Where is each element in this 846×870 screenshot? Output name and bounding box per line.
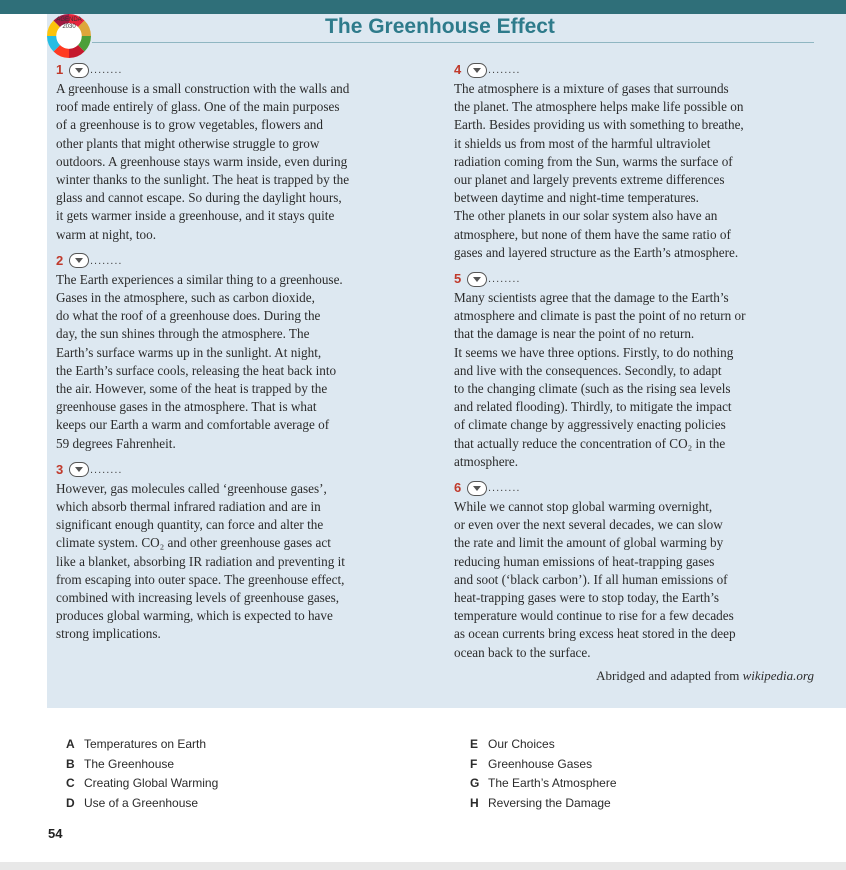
section-3 — [56, 461, 421, 644]
option-text: The Earth’s Atmosphere — [488, 776, 617, 791]
section-number: 2 — [56, 252, 64, 268]
text-line: winter thanks to the sunlight. The heat is trapped by the — [56, 172, 350, 188]
text-line: glass and cannot escape. So during the daylight hours, — [56, 190, 342, 206]
option-text: Our Choices — [488, 737, 555, 751]
text-line: While we cannot stop global warming overnight, — [454, 499, 713, 515]
option-b — [66, 755, 218, 775]
source-site: wikipedia.org — [742, 667, 814, 683]
option-g — [470, 774, 617, 794]
answer-blank: ........ — [90, 463, 123, 476]
section-2 — [56, 252, 421, 453]
text-line: produces global warming, which is expected to have — [56, 608, 333, 624]
section-text — [454, 498, 816, 662]
source-prefix: Abridged and adapted from — [596, 667, 743, 683]
answer-blank: ........ — [488, 272, 521, 285]
text-line: as ocean currents bring excess heat stored in the deep — [454, 626, 736, 642]
option-letter: E — [470, 737, 479, 751]
text-line: greenhouse gases in the atmosphere. That is what — [56, 399, 317, 415]
text-line: our planet and largely prevents extreme differences — [454, 172, 725, 188]
text-line: it gets warmer inside a greenhouse, and it stays quite — [56, 208, 335, 224]
text-line: reducing human emissions of heat-trapping gases — [454, 553, 715, 569]
right-column — [454, 61, 816, 693]
answer-blank: ........ — [90, 63, 123, 76]
section-number: 5 — [454, 270, 462, 286]
section-heading — [454, 270, 816, 288]
text-line: like a blanket, absorbing IR radiation and preventing it — [56, 553, 345, 569]
text-line: the air. However, some of the heat is trapped by the — [56, 381, 328, 397]
source-credit — [454, 667, 816, 685]
option-e — [470, 735, 617, 755]
text-line: The Earth experiences a similar thing to a greenhouse. — [56, 271, 343, 287]
section-heading — [56, 461, 421, 479]
text-line: atmosphere and climate is past the point of no return or — [454, 308, 746, 324]
option-letter: F — [470, 756, 478, 771]
options-left — [66, 735, 218, 813]
answer-blank: ........ — [90, 254, 123, 267]
text-line: other plants that might otherwise struggle to grow — [56, 135, 320, 151]
text-line: heat-trapping gases were to stop today, the Earth’s — [454, 590, 720, 606]
option-letter: B — [66, 756, 75, 771]
option-text: Creating Global Warming — [84, 776, 219, 791]
text-line: or even over the next several decades, we can slow — [454, 517, 723, 533]
option-f — [470, 755, 617, 775]
text-line: temperature would continue to rise for a few decades — [454, 608, 734, 624]
options-right — [470, 735, 617, 813]
option-d — [66, 794, 218, 814]
section-number: 3 — [56, 461, 64, 477]
option-h — [470, 794, 617, 814]
text-line: between daytime and night-time temperatures. — [454, 190, 699, 206]
text-line: that the damage is near the point of no return. — [454, 326, 695, 342]
section-1 — [56, 61, 421, 244]
dropdown-icon[interactable] — [69, 462, 89, 477]
text-line: radiation coming from the Sun, warms the surface of — [454, 153, 733, 169]
text-line: The other planets in our solar system also have an — [454, 208, 718, 224]
text-line: A greenhouse is a small construction with the walls and — [56, 81, 350, 96]
logo-text: AGENDA 2030 — [56, 17, 82, 30]
text-line: and related flooding). Thirdly, to mitigate the impact — [454, 399, 732, 415]
text-line: Earth. Besides providing us with something to breathe, — [454, 117, 744, 133]
section-heading — [454, 479, 816, 497]
text-line: day, the sun shines through the atmosphere. The — [56, 326, 310, 342]
section-text — [454, 289, 816, 471]
text-line: atmosphere. — [454, 453, 519, 469]
text-line: warm at night, too. — [56, 226, 156, 242]
text-line: which absorb thermal infrared radiation and are in — [56, 499, 321, 515]
answer-blank: ........ — [488, 481, 521, 494]
text-line: strong implications. — [56, 626, 161, 642]
option-letter: G — [470, 776, 480, 791]
text-line: from escaping into outer space. The greenhouse effect, — [56, 571, 345, 587]
option-a — [66, 735, 218, 755]
section-6 — [454, 479, 816, 685]
page-number: 54 — [48, 826, 63, 841]
section-text — [56, 271, 421, 453]
section-number: 6 — [454, 479, 462, 495]
option-letter: D — [66, 795, 75, 810]
page-title: The Greenhouse Effect — [325, 15, 555, 38]
option-letter: H — [470, 795, 479, 810]
text-line: the Earth’s surface cools, releasing the heat back into — [56, 362, 337, 378]
section-text — [454, 80, 816, 262]
text-line: of a greenhouse is to grow vegetables, flowers and — [56, 117, 323, 133]
section-heading — [56, 61, 421, 79]
option-letter: C — [66, 776, 75, 791]
text-line: Earth’s surface warms up in the sunlight. At night, — [56, 344, 322, 360]
text-line: it shields us from most of the harmful ultraviolet — [454, 135, 711, 151]
section-number: 4 — [454, 61, 462, 77]
title-divider — [92, 42, 814, 43]
text-line: the rate and limit the amount of global warming by — [454, 535, 724, 551]
text-line: atmosphere, but none of them have the same ratio of — [454, 226, 731, 242]
text-line: roof made entirely of glass. One of the main purposes — [56, 99, 340, 115]
section-heading — [56, 252, 421, 270]
text-line: climate system. CO₂ and other greenhouse gases act — [56, 535, 331, 551]
text-line: that actually reduce the concentration of CO₂ in the — [454, 435, 726, 451]
text-line: the planet. The atmosphere helps make life possible on — [454, 99, 744, 115]
option-c — [66, 774, 218, 794]
dropdown-icon[interactable] — [467, 63, 487, 78]
text-line: ocean back to the surface. — [454, 644, 591, 660]
text-line: The atmosphere is a mixture of gases that surrounds — [454, 81, 729, 96]
text-line: It seems we have three options. Firstly, to do nothing — [454, 344, 734, 360]
text-line: and soot (‘black carbon’). If all human emissions of — [454, 571, 728, 587]
option-text: The Greenhouse — [84, 756, 175, 771]
option-text: Reversing the Damage — [488, 795, 611, 810]
text-line: and live with the consequences. Secondly, to adapt — [454, 362, 722, 378]
text-line: keeps our Earth a warm and comfortable average of — [56, 417, 330, 433]
text-line: to the changing climate (such as the rising sea levels — [454, 381, 731, 397]
section-4 — [454, 61, 816, 262]
section-text — [56, 80, 421, 244]
text-line: gases and layered structure as the Earth’s atmosphere. — [454, 244, 739, 260]
text-line: combined with increasing levels of greenhouse gases, — [56, 590, 340, 606]
text-line: Gases in the atmosphere, such as carbon dioxide, — [56, 290, 315, 306]
answer-blank: ........ — [488, 63, 521, 76]
section-5 — [454, 270, 816, 471]
text-line: do what the roof of a greenhouse does. During the — [56, 308, 321, 324]
option-text: Temperatures on Earth — [84, 737, 207, 751]
left-column — [56, 61, 421, 652]
section-text — [56, 480, 421, 644]
option-text: Use of a Greenhouse — [84, 795, 199, 810]
section-heading — [454, 61, 816, 79]
option-text: Greenhouse Gases — [488, 756, 593, 771]
dropdown-icon[interactable] — [467, 272, 487, 287]
option-letter: A — [66, 737, 75, 751]
dropdown-icon[interactable] — [69, 253, 89, 268]
text-line: significant enough quantity, can force and alter the — [56, 517, 324, 533]
top-bar — [0, 0, 846, 14]
text-line: 59 degrees Fahrenheit. — [56, 435, 176, 451]
text-line: of climate change by aggressively enacting policies — [454, 417, 726, 433]
text-line: Many scientists agree that the damage to the Earth’s — [454, 290, 729, 306]
dropdown-icon[interactable] — [69, 63, 89, 78]
dropdown-icon[interactable] — [467, 481, 487, 496]
text-line: However, gas molecules called ‘greenhouse gases’, — [56, 480, 327, 496]
bottom-edge — [0, 862, 846, 870]
section-number: 1 — [56, 61, 64, 77]
text-line: outdoors. A greenhouse stays warm inside, even during — [56, 153, 348, 169]
